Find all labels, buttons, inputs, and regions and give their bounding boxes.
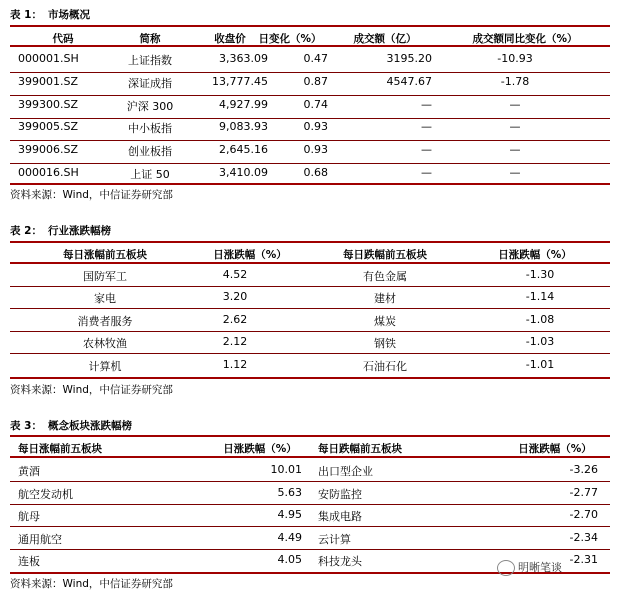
- table1-caption: [10, 7, 90, 22]
- table1-cell-name: 深证成指: [128, 76, 172, 90]
- table1-cell-volume: —: [421, 97, 432, 111]
- table3-header-top-gainers: 每日涨幅前五板块: [18, 443, 102, 455]
- table1-row-divider: [10, 140, 610, 141]
- table1-bottom-rule: [10, 183, 610, 185]
- table3-cell-gain-pct: 10.01: [270, 463, 302, 476]
- table1-row-divider: [10, 163, 610, 164]
- table2-cell-loss-pct: -1.08: [525, 312, 555, 326]
- table2-cell-loser: 煤炭: [374, 314, 396, 328]
- table1-row-divider: [10, 72, 610, 73]
- table3-cell-loss-pct: -2.77: [569, 485, 598, 499]
- table2-header-rule: [10, 262, 610, 264]
- table2-caption-label: 表 2：: [10, 225, 42, 237]
- table2-cell-loser: 钢铁: [374, 337, 396, 351]
- watermark-text: 明晰笔谈: [518, 561, 562, 574]
- table2-bottom-rule: [10, 377, 610, 379]
- table1-cell-daychg: 0.74: [303, 97, 328, 111]
- table3-row-divider: [10, 549, 610, 550]
- watermark: [497, 559, 562, 576]
- table1-header-rule: [10, 45, 610, 47]
- table2-row-divider: [10, 331, 610, 332]
- table3-header-top-losers: 每日跌幅前五板块: [318, 443, 402, 455]
- table3-header-rule: [10, 456, 610, 458]
- table3-top-rule: [10, 435, 610, 437]
- table2-row-divider: [10, 286, 610, 287]
- table2-cell-gainer: 计算机: [88, 359, 122, 373]
- table2-cell-gain-pct: 2.12: [222, 335, 248, 349]
- table1-cell-daychg: 0.68: [303, 166, 328, 179]
- table1-cell-volume-yoy: —: [509, 166, 521, 179]
- table1-cell-volume: —: [421, 143, 432, 157]
- table1-cell-volume-yoy: -10.93: [497, 52, 533, 65]
- table1-caption-label: 表 1：: [10, 9, 42, 21]
- table1-cell-daychg: 0.87: [303, 74, 328, 88]
- table3-cell-gain-pct: 4.95: [277, 508, 302, 522]
- table1-row-divider: [10, 118, 610, 119]
- table1-header-volume: 成交额（亿）: [353, 33, 417, 45]
- table1-cell-close: 3,410.09: [219, 166, 268, 179]
- table1-cell-close: 9,083.93: [219, 120, 268, 134]
- table1-cell-close: 4,927.99: [219, 97, 268, 111]
- table2-cell-loser: 石油石化: [363, 359, 407, 373]
- table1-cell-daychg: 0.47: [303, 52, 328, 65]
- table1-cell-volume: 4547.67: [386, 74, 432, 88]
- table2-header-loss-pct: 日涨跌幅（%）: [498, 249, 572, 261]
- table1-header-code: 代码: [52, 33, 74, 45]
- table3-row-divider: [10, 504, 610, 505]
- table2-top-rule: [10, 241, 610, 243]
- table1-cell-name: 沪深 300: [126, 99, 174, 113]
- table2-row-divider: [10, 308, 610, 309]
- table3-cell-loser: 云计算: [318, 532, 351, 546]
- table3-caption: [10, 418, 132, 433]
- table2-cell-gain-pct: 2.62: [222, 312, 248, 326]
- table2-caption-title: 行业涨跌幅榜: [47, 225, 111, 237]
- table3-cell-loss-pct: -2.31: [569, 553, 598, 567]
- table2-cell-gain-pct: 1.12: [222, 357, 248, 371]
- table3-source: 资料来源：Wind，中信证券研究部: [10, 578, 173, 590]
- table1-cell-code: 399300.SZ: [18, 97, 79, 111]
- table1-cell-code: 399006.SZ: [18, 143, 79, 157]
- table3-cell-gainer: 黄酒: [18, 465, 40, 478]
- table1-cell-code: 399005.SZ: [18, 120, 79, 134]
- table1-cell-volume-yoy: —: [509, 143, 521, 157]
- table3-cell-gainer: 通用航空: [18, 532, 62, 546]
- table1-cell-name: 创业板指: [128, 145, 172, 159]
- table3-row-divider: [10, 481, 610, 482]
- table3-cell-gainer: 连板: [18, 555, 40, 569]
- table2-header-gain-pct: 日涨跌幅（%）: [213, 249, 287, 261]
- table3-caption-label: 表 3：: [10, 420, 42, 432]
- table3-cell-loser: 集成电路: [318, 510, 362, 524]
- table1-row-divider: [10, 95, 610, 96]
- table1-cell-name: 中小板指: [128, 122, 172, 136]
- table3-cell-loss-pct: -3.26: [569, 463, 598, 476]
- table2-header-top-losers: 每日跌幅前五板块: [343, 249, 427, 261]
- table2-cell-gainer: 农林牧渔: [83, 337, 127, 351]
- table1-header-daychg: 日变化（%）: [258, 33, 322, 45]
- table1-header-name: 简称: [139, 33, 161, 45]
- table1-cell-close: 2,645.16: [219, 143, 268, 157]
- table2-cell-loser: 有色金属: [363, 270, 407, 283]
- table2-cell-gain-pct: 4.52: [222, 268, 248, 281]
- table2-cell-gainer: 消费者服务: [77, 314, 133, 328]
- table2-cell-loss-pct: -1.14: [525, 290, 555, 304]
- table1-source: 资料来源：Wind，中信证券研究部: [10, 189, 173, 201]
- table3-cell-gain-pct: 5.63: [277, 485, 302, 499]
- table3-cell-loser: 科技龙头: [318, 555, 362, 569]
- table3-header-gain-pct: 日涨跌幅（%）: [223, 443, 297, 455]
- table1-cell-volume-yoy: —: [509, 120, 521, 134]
- table1-cell-code: 399001.SZ: [18, 74, 79, 88]
- table1-caption-title: 市场概况: [47, 9, 90, 21]
- table3-row-divider: [10, 526, 610, 527]
- table2-caption: [10, 223, 111, 238]
- table1-cell-code: 000016.SH: [18, 166, 79, 179]
- table3-cell-gainer: 航母: [18, 510, 40, 524]
- table1-top-rule: [10, 25, 610, 27]
- table2-row-divider: [10, 353, 610, 354]
- table1-header-close: 收盘价: [214, 33, 246, 45]
- table1-cell-volume: —: [421, 120, 432, 134]
- table1-cell-close: 3,363.09: [219, 52, 268, 65]
- table1-cell-volume: —: [421, 166, 432, 179]
- table2-cell-loss-pct: -1.01: [525, 357, 555, 371]
- table3-cell-gain-pct: 4.49: [277, 530, 302, 544]
- table2-cell-gain-pct: 3.20: [222, 290, 248, 304]
- table1-cell-volume-yoy: -1.78: [500, 74, 530, 88]
- table1-cell-name: 上证 50: [130, 168, 170, 181]
- table1-cell-code: 000001.SH: [18, 52, 79, 65]
- table2-cell-gainer: 国防军工: [83, 270, 127, 283]
- table1-cell-close: 13,777.45: [212, 74, 268, 88]
- wechat-icon: [497, 560, 515, 576]
- table1-cell-volume: 3195.20: [386, 52, 432, 65]
- table3-cell-loss-pct: -2.34: [569, 530, 598, 544]
- table2-header-top-gainers: 每日涨幅前五板块: [63, 249, 147, 261]
- table3-header-loss-pct: 日涨跌幅（%）: [518, 443, 592, 455]
- table3-cell-gainer: 航空发动机: [18, 487, 73, 501]
- table2-cell-loser: 建材: [374, 292, 396, 306]
- table3-cell-loser: 安防监控: [318, 487, 362, 501]
- table1-cell-volume-yoy: —: [509, 97, 521, 111]
- table3-cell-loser: 出口型企业: [318, 465, 373, 478]
- table2-cell-loss-pct: -1.30: [525, 268, 555, 281]
- table2-cell-gainer: 家电: [94, 292, 116, 306]
- table1-cell-name: 上证指数: [128, 54, 172, 67]
- table1-header-volume-yoy: 成交额同比变化（%）: [472, 33, 578, 45]
- table3-cell-gain-pct: 4.05: [277, 553, 302, 567]
- table2-source: 资料来源：Wind，中信证券研究部: [10, 384, 173, 396]
- table3-cell-loss-pct: -2.70: [569, 508, 598, 522]
- table3-caption-title: 概念板块涨跌幅榜: [47, 420, 132, 432]
- table1-cell-daychg: 0.93: [303, 120, 328, 134]
- table2-cell-loss-pct: -1.03: [525, 335, 555, 349]
- table1-cell-daychg: 0.93: [303, 143, 328, 157]
